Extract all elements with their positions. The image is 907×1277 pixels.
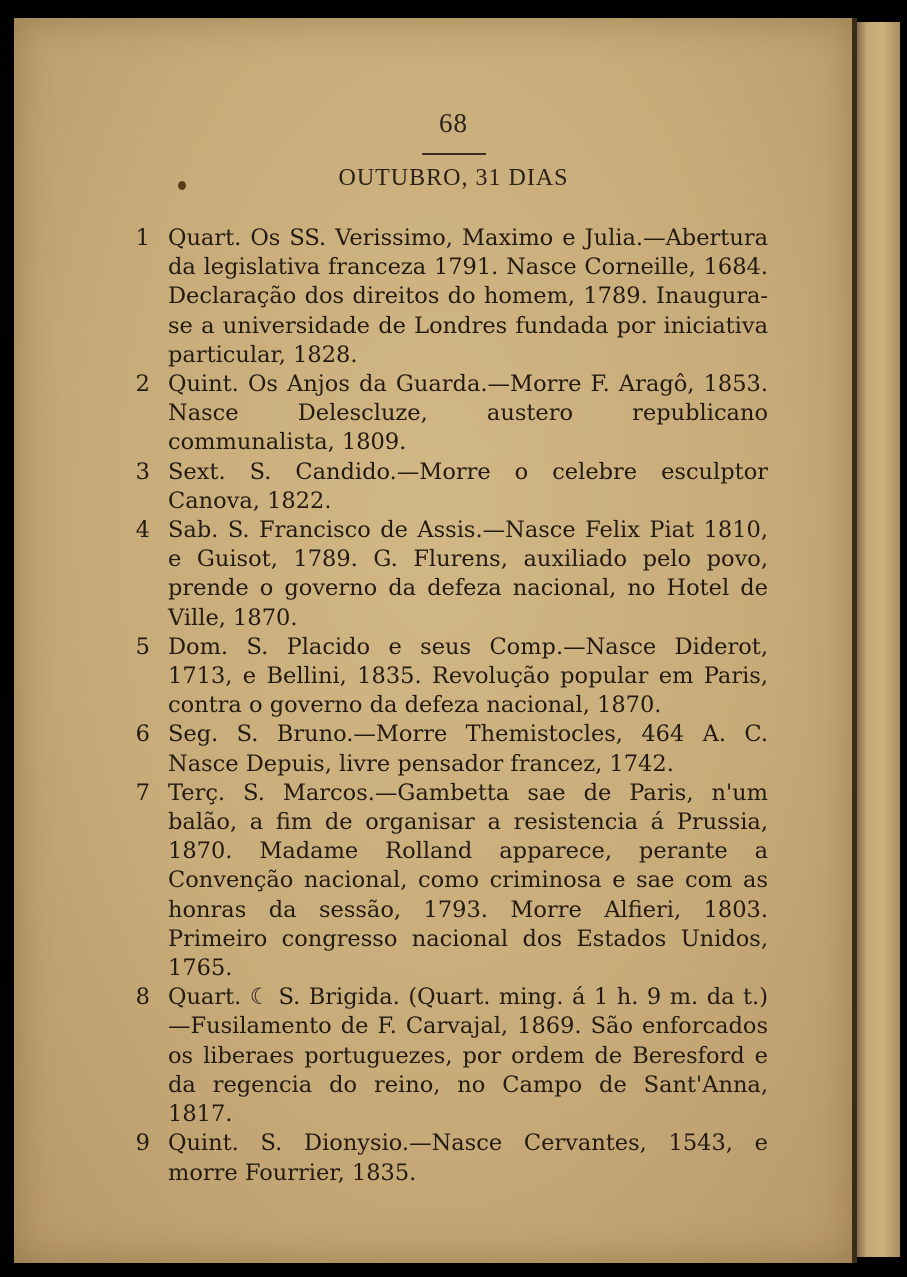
entry-text: Quart. ☾ S. Brigida. (Quart. ming. á 1 h. 9 m. da t.)—Fusilamento de F. Carvajal, 1869. São enforcados os liberaes portuguezes, por ordem de Beresford e da regencia do reino, no Campo de Sant'Anna, 1817. bbox=[168, 984, 768, 1128]
calendar-entry bbox=[128, 779, 768, 983]
month-header: OUTUBRO, 31 DIAS bbox=[338, 165, 569, 191]
entry-day-number: 5 bbox=[135, 633, 150, 660]
entry-day-number: 6 bbox=[135, 721, 150, 748]
calendar-entry bbox=[128, 983, 768, 1129]
entry-day-number: 2 bbox=[135, 371, 150, 398]
entry-text: Dom. S. Placido e seus Comp.—Nasce Diderot, 1713, e Bellini, 1835. Revolução popular em Paris, contra o governo da defeza nacional, 1870. bbox=[168, 633, 768, 719]
page-gutter bbox=[852, 18, 857, 1263]
entry-text: Quint. Os Anjos da Guarda.—Morre F. Aragô, 1853. Nasce Delescluze, austero republicano communalista, 1809. bbox=[168, 371, 768, 456]
entry-text: Sab. S. Francisco de Assis.—Nasce Felix Piat 1810, e Guisot, 1789. G. Flurens, auxiliado pelo povo, prende o governo da defeza nacional, no Hotel de Ville, 1870. bbox=[168, 517, 768, 631]
entry-day-number: 8 bbox=[135, 984, 150, 1011]
calendar-entry bbox=[128, 516, 768, 633]
entry-day-number: 3 bbox=[135, 458, 150, 485]
entry-text: Quint. S. Dionysio.—Nasce Cervantes, 1543, e morre Fourrier, 1835. bbox=[168, 1130, 768, 1186]
calendar-entry bbox=[128, 1129, 768, 1187]
header-rule bbox=[422, 153, 486, 155]
entry-text: Seg. S. Bruno.—Morre Themistocles, 464 A. C. Nasce Depuis, livre pensador francez, 1742. bbox=[168, 721, 768, 777]
calendar-entries bbox=[128, 224, 768, 1188]
calendar-entry bbox=[128, 224, 768, 370]
entry-day-number: 4 bbox=[135, 517, 150, 544]
calendar-entry bbox=[128, 370, 768, 458]
entry-day-number: 9 bbox=[135, 1130, 150, 1157]
page-number: 68 bbox=[439, 108, 468, 138]
adjacent-page-edge bbox=[856, 22, 900, 1257]
entry-day-number: 7 bbox=[135, 779, 150, 806]
entry-day-number: 1 bbox=[135, 225, 150, 251]
entry-text: Terç. S. Marcos.—Gambetta sae de Paris, n'um balão, a fim de organisar a resistencia á Prussia, 1870. Madame Rolland apparece, perante a Convenção nacional, como criminosa e sae com as honras da sessão, 1793. Morre Alfieri, 1803. Primeiro congresso nacional dos Estados Unidos, 1765. bbox=[168, 779, 768, 982]
calendar-entry bbox=[128, 458, 768, 516]
calendar-entry bbox=[128, 633, 768, 721]
calendar-entry bbox=[128, 720, 768, 778]
entry-text: Sext. S. Candido.—Morre o celebre esculptor Canova, 1822. bbox=[168, 458, 768, 514]
entry-text: Quart. Os SS. Verissimo, Maximo e Julia.—Abertura da legislativa franceza 1791. Nasce Corneille, 1684. Declaração dos direitos do homem, 1789. Inaugura-se a universidade de Londres fundada por iniciativa particular, 1828. bbox=[168, 225, 768, 368]
